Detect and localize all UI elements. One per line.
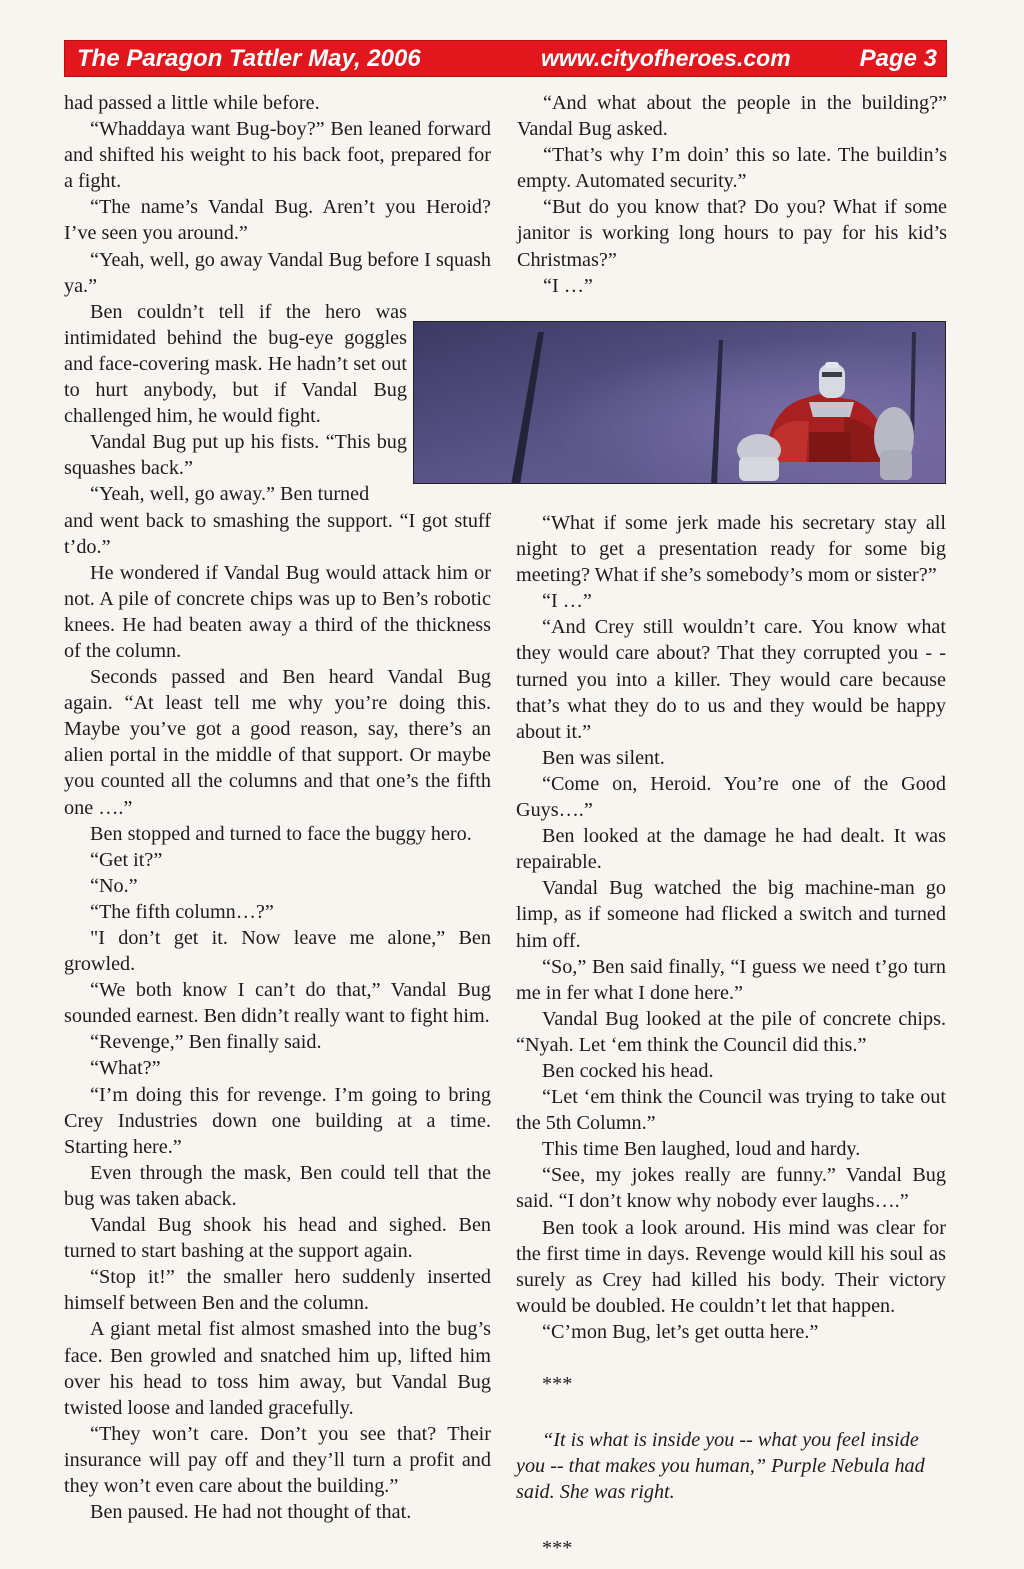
paragraph: “Whaddaya want Bug-boy?” Ben leaned forward and shifted his weight to his back foot, prepared for a fight. xyxy=(64,118,491,193)
paragraph: “What?” xyxy=(90,1057,161,1080)
paragraph: “Get it?” xyxy=(90,848,163,871)
paragraph: “Stop it!” the smaller hero suddenly inserted himself between Ben and the column. xyxy=(64,1266,491,1315)
paragraph: Ben took a look around. His mind was clear for the first time in days. Revenge would kill his soul as surely as Crey had killed his body. Their victory would be doubled. He couldn’t let that happen. xyxy=(516,1216,946,1317)
paragraph: Ben looked at the damage he had dealt. It was repairable. xyxy=(516,825,946,874)
paragraph: “I …” xyxy=(543,274,593,297)
paragraph: “I …” xyxy=(542,590,592,613)
paragraph: A giant metal fist almost smashed into the bug’s face. Ben growled and snatched him up, lifted him over his head to toss him away, but Vandal Bug twisted loose and landed gracefully. xyxy=(64,1318,491,1419)
paragraph: Seconds passed and Ben heard Vandal Bug again. “At least tell me why you’re doing this. Maybe you’ve got a good reason, say, there’s an alien portal in the middle of that support. Or maybe you counted all the columns and that one’s the fifth one ….” xyxy=(64,666,491,819)
paragraph: Vandal Bug looked at the pile of concrete chips. “Nyah. Let ‘em think the Council did this.” xyxy=(516,1007,946,1056)
paragraph: “What if some jerk made his secretary stay all night to get a presentation ready for some big meeting? What if she’s somebody’s mom or sister?” xyxy=(516,512,946,587)
paragraph: “So,” Ben said finally, “I guess we need t’go turn me in fer what I done here.” xyxy=(516,955,946,1004)
paragraph: “C’mon Bug, let’s get outta here.” xyxy=(542,1320,819,1343)
paragraph: “Come on, Heroid. You’re one of the Good Guys….” xyxy=(516,772,946,822)
paragraph: had passed a little while before. xyxy=(64,92,320,114)
publication-title: The Paragon Tattler May, 2006 xyxy=(77,45,421,72)
paragraph: Ben cocked his head. xyxy=(542,1059,714,1082)
scene-break: *** xyxy=(542,1373,573,1395)
page-number: Page 3 xyxy=(859,45,937,72)
website-url[interactable]: www.cityofheroes.com xyxy=(541,45,791,71)
paragraph: “They won’t care. Don’t you see that? Their insurance will pay off and they’ll turn a profit and they won’t even care about the building.” xyxy=(64,1422,491,1497)
robot-hero-illustration xyxy=(414,322,946,484)
story-illustration xyxy=(413,321,946,484)
paragraph: Ben paused. He had not thought of that. xyxy=(90,1501,412,1524)
paragraph: Ben couldn’t tell if the hero was intimidated behind the bug-eye goggles and face-covering mask. He hadn’t set out to hurt anybody, but if Vandal Bug challenged him, he would fight. xyxy=(64,300,407,428)
paragraph: “I’m doing this for revenge. I’m going to bring Crey Industries down one building at a time. Starting here.” xyxy=(64,1083,491,1158)
paragraph: Ben was silent. xyxy=(542,746,665,769)
paragraph: “And Crey still wouldn’t care. You know what they would care about? That they corrupted you - - turned you into a killer. They would care because that’s what they do to us and they would be happy about it.” xyxy=(516,616,946,743)
paragraph: This time Ben laughed, loud and hardy. xyxy=(542,1138,861,1161)
paragraph: “We both know I can’t do that,” Vandal Bug sounded earnest. Ben didn’t really want to fight him. xyxy=(64,979,491,1028)
paragraph: “Let ‘em think the Council was trying to take out the 5th Column.” xyxy=(516,1086,946,1135)
paragraph: Even through the mask, Ben could tell that the bug was taken aback. xyxy=(64,1161,491,1210)
paragraph: “And what about the people in the building?” Vandal Bug asked. xyxy=(517,92,947,141)
paragraph: Vandal Bug put up his fists. “This bug squashes back.” xyxy=(64,431,407,480)
paragraph: “The fifth column…?” xyxy=(90,900,274,923)
paragraph: “That’s why I’m doin’ this so late. The buildin’s empty. Automated security.” xyxy=(517,144,947,193)
right-column-top xyxy=(517,90,947,299)
paragraph: “Revenge,” Ben finally said. xyxy=(90,1031,322,1054)
paragraph: Vandal Bug watched the big machine-man go limp, as if someone had flicked a switch and turned him off. xyxy=(516,877,946,952)
paragraph: “See, my jokes really are funny.” Vandal Bug said. “I don’t know why nobody ever laughs….” xyxy=(516,1164,946,1213)
paragraph: Ben stopped and turned to face the buggy hero. xyxy=(90,822,472,845)
page-header xyxy=(64,40,947,77)
paragraph: “But do you know that? Do you? What if some janitor is working long hours to pay for his kid’s Christmas?” xyxy=(517,196,947,271)
paragraph: “The name’s Vandal Bug. Aren’t you Heroid? I’ve seen you around.” xyxy=(64,196,491,245)
paragraph: and went back to smashing the support. “I got stuff t’do.” xyxy=(64,509,491,558)
paragraph: “Yeah, well, go away Vandal Bug before I squash ya.” xyxy=(64,248,491,297)
scene-break: *** xyxy=(542,1537,573,1560)
right-column-bottom xyxy=(516,510,946,1561)
left-column xyxy=(64,90,491,1525)
paragraph: “Yeah, well, go away.” Ben turned xyxy=(90,483,370,506)
italic-quote: “It is what is inside you -- what you feel inside you -- that makes you human,” Purple Nebula had said. She was right. xyxy=(516,1429,925,1504)
paragraph: Vandal Bug shook his head and sighed. Ben turned to start bashing at the support again. xyxy=(64,1214,491,1263)
paragraph: “No.” xyxy=(90,874,138,897)
paragraph: "I don’t get it. Now leave me alone,” Ben growled. xyxy=(64,927,491,976)
paragraph: He wondered if Vandal Bug would attack him or not. A pile of concrete chips was up to Ben’s robotic knees. He had beaten away a third of the thickness of the column. xyxy=(64,561,491,662)
